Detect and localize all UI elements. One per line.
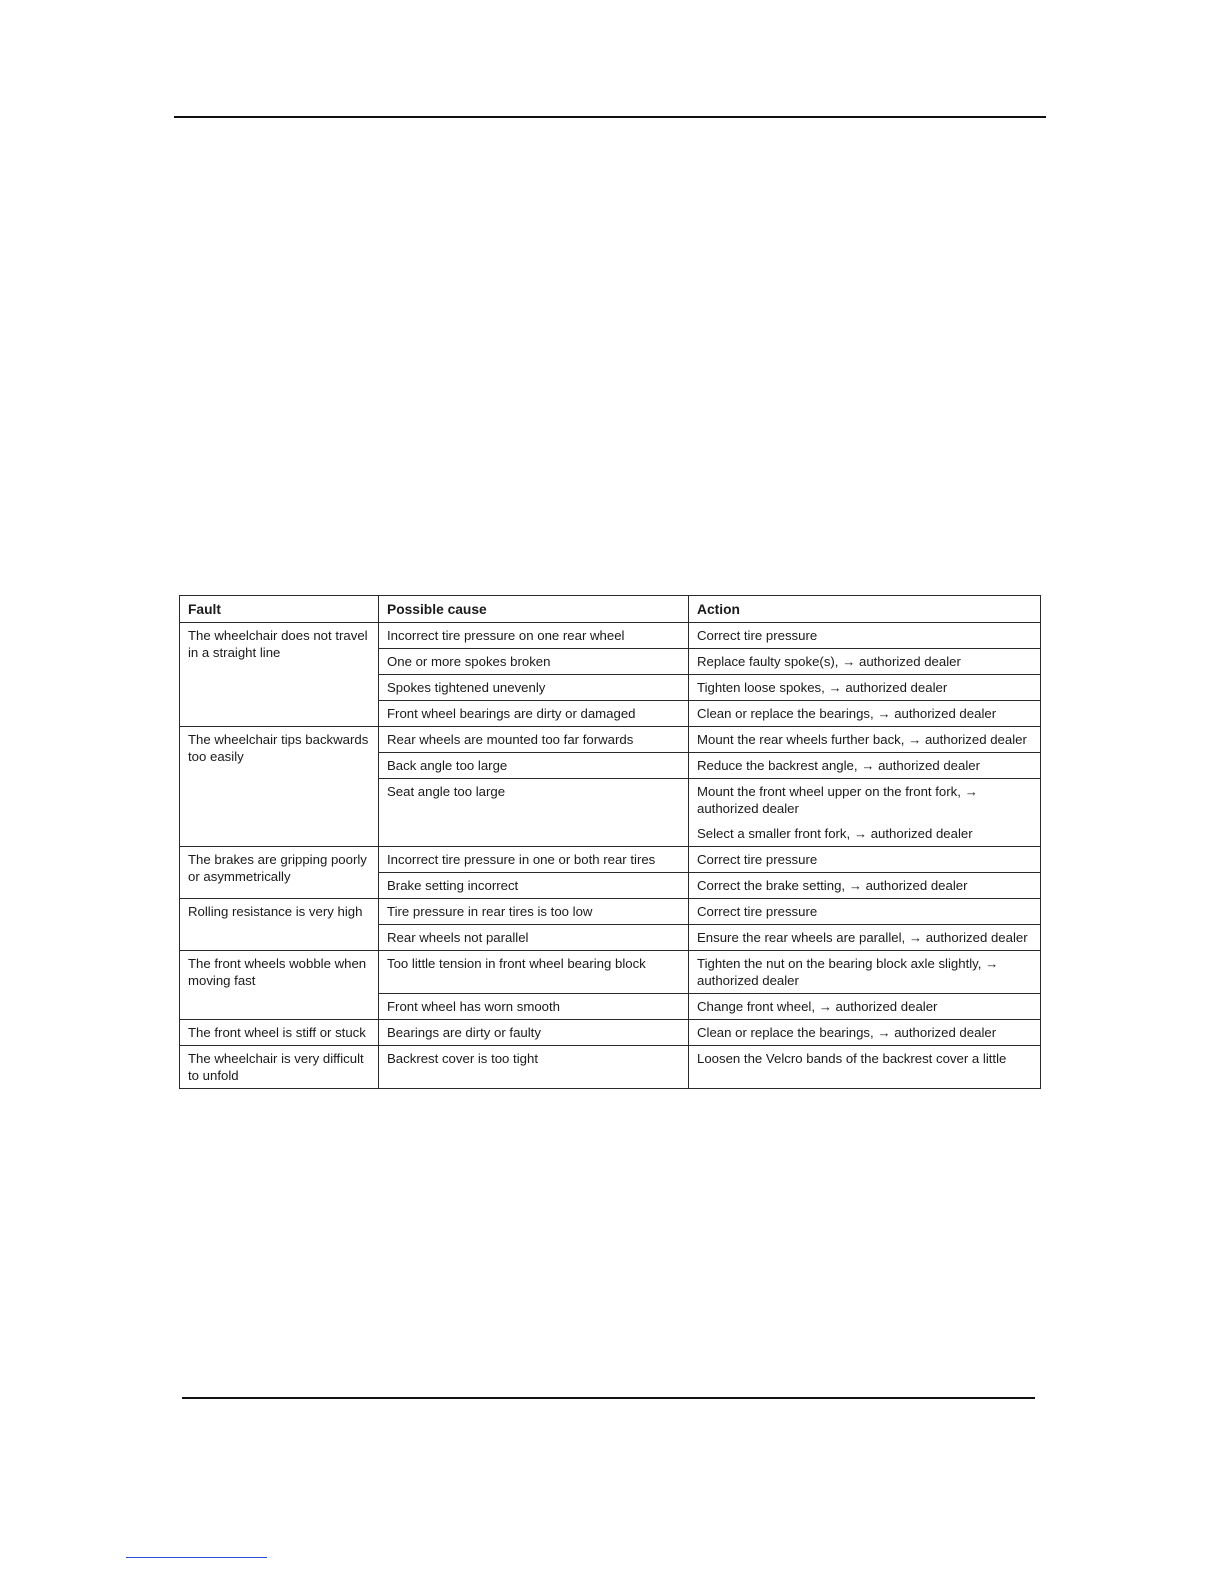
cause-cell: Front wheel has worn smooth	[379, 994, 689, 1020]
action-cell	[689, 779, 1041, 847]
table-row	[180, 623, 1041, 649]
action-cell	[689, 727, 1041, 753]
cause-cell: Spokes tightened unevenly	[379, 675, 689, 701]
fault-cell: Rolling resistance is very high	[180, 899, 379, 951]
action-column-header: Action	[689, 596, 1041, 623]
table-row	[180, 899, 1041, 925]
action-cell	[689, 847, 1041, 873]
table-row	[180, 1020, 1041, 1046]
action-cell	[689, 649, 1041, 675]
action-cell	[689, 701, 1041, 727]
cause-cell: Seat angle too large	[379, 779, 689, 847]
action-text: Correct tire pressure	[697, 904, 818, 919]
cause-cell: Back angle too large	[379, 753, 689, 779]
cause-cell: Incorrect tire pressure in one or both rear tires	[379, 847, 689, 873]
action-text: Correct tire pressure	[697, 628, 818, 643]
footer-rule	[182, 1397, 1035, 1399]
cause-cell: Backrest cover is too tight	[379, 1046, 689, 1089]
table-row	[180, 847, 1041, 873]
action-text: Mount the rear wheels further back, → authorized dealer	[697, 732, 1027, 747]
cause-cell: Bearings are dirty or faulty	[379, 1020, 689, 1046]
action-text: Change front wheel, → authorized dealer	[697, 999, 938, 1014]
action-text: Clean or replace the bearings, → authorized dealer	[697, 706, 997, 721]
action-text: Tighten loose spokes, → authorized dealer	[697, 680, 948, 695]
action-cell	[689, 899, 1041, 925]
action-text: Ensure the rear wheels are parallel, → authorized dealer	[697, 930, 1028, 945]
fault-cell: The wheelchair does not travel in a straight line	[180, 623, 379, 727]
action-cell	[689, 675, 1041, 701]
table-header-row	[180, 596, 1041, 623]
cause-cell: Rear wheels not parallel	[379, 925, 689, 951]
table-body	[180, 623, 1041, 1089]
fault-cell: The wheelchair is very difficult to unfold	[180, 1046, 379, 1089]
cause-column-header: Possible cause	[379, 596, 689, 623]
action-text: Select a smaller front fork, → authorized dealer	[697, 826, 973, 841]
cause-cell: Tire pressure in rear tires is too low	[379, 899, 689, 925]
action-text: Loosen the Velcro bands of the backrest cover a little	[697, 1051, 1007, 1066]
footer-link-underline	[126, 1557, 267, 1558]
fault-cell: The brakes are gripping poorly or asymmetrically	[180, 847, 379, 899]
table-row	[180, 727, 1041, 753]
cause-cell: Rear wheels are mounted too far forwards	[379, 727, 689, 753]
action-text: Correct the brake setting, → authorized dealer	[697, 878, 968, 893]
action-text: Clean or replace the bearings, → authorized dealer	[697, 1025, 997, 1040]
fault-cell: The front wheel is stiff or stuck	[180, 1020, 379, 1046]
fault-column-header: Fault	[180, 596, 379, 623]
action-text: Correct tire pressure	[697, 852, 818, 867]
action-cell	[689, 1020, 1041, 1046]
cause-cell: One or more spokes broken	[379, 649, 689, 675]
action-cell	[689, 623, 1041, 649]
cause-cell: Incorrect tire pressure on one rear wheel	[379, 623, 689, 649]
cause-cell: Too little tension in front wheel bearing block	[379, 951, 689, 994]
action-text: Mount the front wheel upper on the front fork, → authorized dealer	[697, 784, 978, 816]
action-cell	[689, 994, 1041, 1020]
fault-cell: The wheelchair tips backwards too easily	[180, 727, 379, 847]
action-cell	[689, 873, 1041, 899]
action-cell	[689, 951, 1041, 994]
cause-cell: Brake setting incorrect	[379, 873, 689, 899]
action-text: Replace faulty spoke(s), → authorized dealer	[697, 654, 961, 669]
fault-cell: The front wheels wobble when moving fast	[180, 951, 379, 1020]
header-rule	[174, 116, 1046, 118]
action-cell	[689, 925, 1041, 951]
troubleshooting-table	[179, 595, 1041, 1089]
table-row	[180, 1046, 1041, 1089]
action-cell	[689, 753, 1041, 779]
action-text: Reduce the backrest angle, → authorized dealer	[697, 758, 980, 773]
cause-cell: Front wheel bearings are dirty or damaged	[379, 701, 689, 727]
action-cell	[689, 1046, 1041, 1089]
table-row	[180, 951, 1041, 994]
action-text: Tighten the nut on the bearing block axle slightly, → authorized dealer	[697, 956, 999, 988]
